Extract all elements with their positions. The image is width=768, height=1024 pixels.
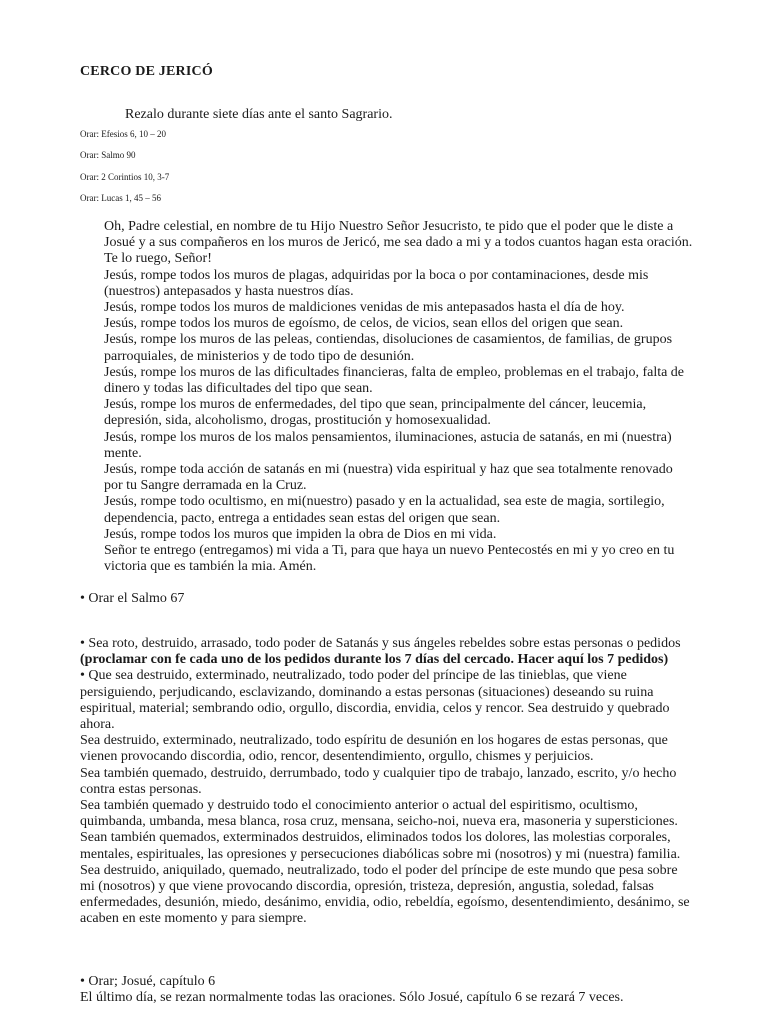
prayer-line: Jesús, rompe los muros de enfermedades, del tipo que sean, principalmente del cáncer, leucemia, depresión, sida, alcoholismo, drogas, prostitución y homosexualidad.	[104, 397, 647, 429]
prayer-block	[104, 219, 694, 575]
josue-heading: • Orar; Josué, capítulo 6	[80, 974, 216, 989]
document-title: CERCO DE JERICÓ	[80, 64, 213, 79]
josue-section	[80, 974, 690, 1006]
proclamation-section	[80, 636, 690, 928]
proclamation-paragraph: Sea destruido, exterminado, neutralizado, todo espíritu de desunión en los hogares de estas personas, que vienen provocando discordia, odio, rencor, desentendimiento, orgullo, chismes y perjuicios.	[80, 733, 668, 765]
intro-text: Rezalo durante siete días ante el santo Sagrario.	[125, 107, 393, 122]
prayer-line: Jesús, rompe todos los muros de egoísmo, de celos, de vicios, sean ellos del origen que sean.	[104, 316, 624, 332]
reading-item: Orar: Salmo 90	[80, 150, 136, 161]
prayer-line: Jesús, rompe todos los muros de plagas, adquiridas por la boca o por contaminaciones, desde mis (nuestros) antepasados y hasta nuestros días.	[104, 267, 649, 299]
prayer-line: Jesús, rompe los muros de las dificultades financieras, falta de empleo, problemas en el trabajo, falta de dinero y todas las dificultades del tipo que sean.	[104, 364, 685, 397]
proclamation-paragraph: Sean también quemados, exterminados destruidos, eliminados todos los dolores, las molestias corporales, mentales, espirituales, las opresiones y persecuciones diabólicas sobre mi (nosotros) y mi (nuestra) familia.	[80, 830, 681, 862]
prayer-line: Jesús, rompe todos los muros de maldiciones venidas de mis antepasados hasta el día de hoy.	[104, 300, 625, 316]
proclamation-instruction: (proclamar con fe cada uno de los pedidos durante los 7 días del cercado. Hacer aquí los 7 pedidos)	[80, 652, 669, 668]
reading-item: Orar: 2 Corintios 10, 3-7	[80, 171, 170, 182]
proclamation-paragraph: Sea también quemado y destruido todo el conocimiento anterior o actual del espiritismo, ocultismo, quimbanda, umbanda, mesa blanca, rosa cruz, mensana, seicho-noi, nueva era, masoneria y supersticiones.	[80, 798, 678, 830]
prayer-line: Jesús, rompe los muros de los malos pensamientos, iluminaciones, astucia de satanás, en mi (nuestra) mente.	[104, 429, 672, 461]
prayer-line: Jesús, rompe todo ocultismo, en mi(nuestro) pasado y en la actualidad, sea este de magia, sortilegio, dependencia, pacto, entrega a entidades sean estas del origen que sean.	[104, 494, 665, 526]
reading-item: Orar: Lucas 1, 45 – 56	[80, 192, 161, 203]
salmo-67-line: • Orar el Salmo 67	[80, 591, 185, 606]
prayer-line: Jesús, rompe los muros de las peleas, contiendas, disoluciones de casamientos, de familias, de grupos parroquiales, de ministerios y de todo tipo de desunión.	[104, 332, 673, 364]
prayer-line: Jesús, rompe todos los muros que impiden la obra de Dios en mi vida.	[104, 526, 497, 542]
readings-list	[80, 129, 169, 214]
proclamation-paragraph: Sea también quemado, destruido, derrumbado, todo y cualquier tipo de trabajo, lanzado, escrito, y/o hecho contra estas personas.	[80, 765, 677, 797]
prayer-line: Señor te entrego (entregamos) mi vida a Ti, para que haya un nuevo Pentecostés en mi y yo creo en tu victoria que es también la mia. Amén.	[104, 543, 675, 575]
proclamation-first	[80, 636, 690, 668]
prayer-line: Jesús, rompe toda acción de satanás en mi (nuestra) vida espiritual y haz que sea totalmente renovado por tu Sangre derramada en la Cruz.	[104, 462, 673, 494]
proclamation-plain: • Sea roto, destruido, arrasado, todo poder de Satanás y sus ángeles rebeldes sobre estas personas o pedidos	[80, 636, 681, 651]
proclamation-paragraph: Sea destruido, aniquilado, quemado, neutralizado, todo el poder del príncipe de este mundo que pesa sobre mi (nosotros) y que viene provocando discordia, opresión, tristeza, depresión, angustia, soledad, falsas enfermedades, desunión, miedo, desánimo, envidia, odio, rebeldía, egoísmo, desentendimiento, desánimo, se acaben en este momento y para siempre.	[80, 862, 690, 927]
prayer-line: Oh, Padre celestial, en nombre de tu Hijo Nuestro Señor Jesucristo, te pido que el poder que le diste a Josué y a sus compañeros en los muros de Jericó, me sea dado a mi y a todos cuantos hagan esta oración. Te lo ruego, Señor!	[104, 219, 693, 267]
reading-item: Orar: Efesios 6, 10 – 20	[80, 129, 166, 139]
josue-text: El último día, se rezan normalmente todas las oraciones. Sólo Josué, capítulo 6 se rezará 7 veces.	[80, 990, 624, 1006]
proclamation-paragraph: • Que sea destruido, exterminado, neutralizado, todo poder del príncipe de las tinieblas, que viene persiguiendo, perjudicando, esclavizando, dominando a estas personas (situaciones) deseando su ruina espiritual, material; sembrando odio, orgullo, discordia, envidia, celos y rencor. Sea destruido y quebrado ahora.	[80, 668, 670, 733]
